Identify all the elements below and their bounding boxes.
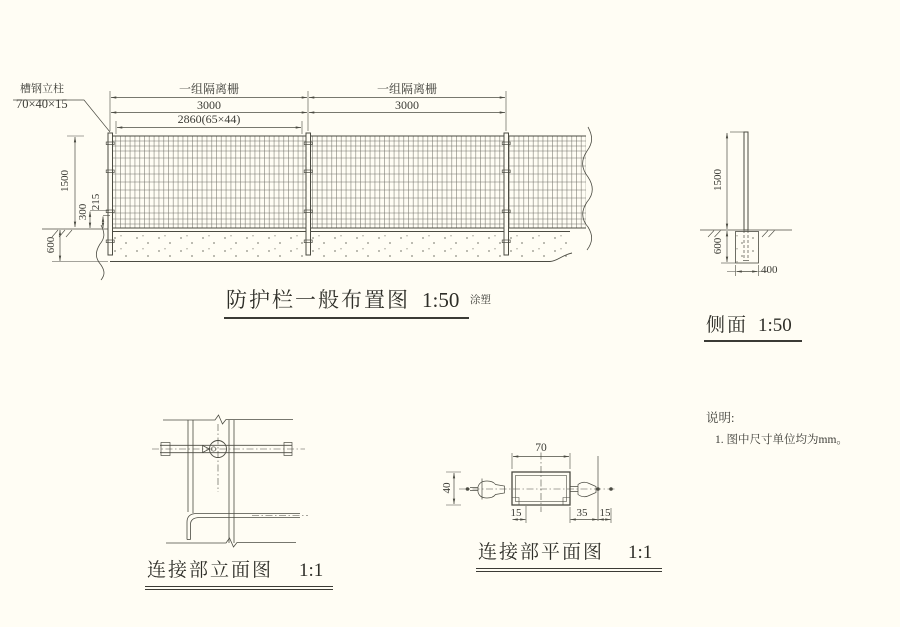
break-top (163, 415, 293, 424)
dim-height-label: 1500 (59, 170, 71, 192)
plan-left-bolt (466, 479, 505, 500)
plan-dim-depth-label: 40 (441, 482, 453, 494)
side-title-text: 侧面 (706, 315, 749, 336)
dim-300-label: 300 (77, 203, 89, 221)
side-view-title (704, 310, 802, 342)
span-label-1: 3000 (197, 98, 221, 112)
detail-hook (187, 514, 300, 540)
side-dim-footing-label: 400 (761, 264, 778, 276)
notes-heading: 说明: (706, 411, 735, 425)
group-label-2: 一组隔离栅 (376, 82, 437, 96)
detail-plan-title-scale: 1:1 (628, 542, 653, 563)
group-label-1: 一组隔离栅 (178, 82, 239, 96)
plan-dim-width-label: 70 (535, 442, 547, 454)
detail-elevation-title-text: 连接部立面图 (147, 560, 274, 581)
plan-dim-left-label: 15 (510, 507, 522, 519)
coating-note: 涂塑 (470, 295, 491, 306)
detail-elevation (152, 415, 308, 547)
break-line-left (96, 225, 104, 280)
footing-strip (110, 232, 568, 261)
side-title-scale: 1:50 (758, 315, 792, 336)
notes-item-1: 1. 图中尺寸单位均为mm。 (715, 434, 848, 446)
side-post (744, 132, 748, 230)
main-title-text: 防护栏一般布置图 (226, 288, 410, 312)
mesh-span-label: 2860(65×44) (177, 112, 241, 126)
detail-plan-title (476, 537, 662, 572)
side-dim-height-label: 1500 (712, 169, 724, 191)
span-label-2: 3000 (395, 98, 419, 112)
main-view-title (224, 284, 469, 319)
dim-embed-label: 600 (45, 236, 57, 254)
side-footing (736, 232, 759, 264)
detail-elevation-title (145, 555, 333, 590)
post-callout-line2: 70×40×15 (16, 97, 68, 111)
dim-215-label: 215 (90, 193, 102, 211)
post-callout-line1: 槽钢立柱 (20, 83, 64, 95)
plan-dim-mid-label: 35 (576, 507, 588, 519)
break-bottom (166, 538, 296, 547)
detail-post-edges (188, 420, 234, 543)
detail-plan-title-text: 连接部平面图 (478, 542, 605, 563)
main-title-scale: 1:50 (422, 288, 460, 312)
detail-elevation-title-scale: 1:1 (299, 560, 324, 581)
side-dim-embed-label: 600 (712, 237, 724, 255)
plan-dim-right-label: 15 (599, 507, 611, 519)
